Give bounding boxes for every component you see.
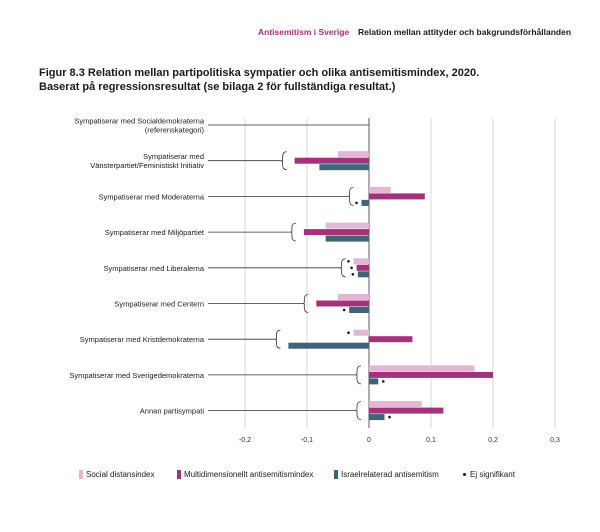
category-label: Sympatiserar med bbox=[143, 152, 204, 162]
bar-social bbox=[354, 330, 370, 336]
bar-social bbox=[369, 365, 474, 371]
legend-label-israel: Israelrelaterad antisemitism bbox=[341, 470, 439, 479]
category-label: Sympatiserar med Miljöpartiet bbox=[104, 228, 204, 238]
bar-multi bbox=[357, 265, 369, 271]
bar-israel bbox=[349, 307, 369, 313]
category-label: Sympatiserar med Centern bbox=[114, 299, 204, 309]
bar-israel bbox=[288, 343, 369, 349]
category-label: Annan partisympati bbox=[139, 406, 204, 416]
bar-israel bbox=[319, 164, 369, 170]
x-tick-label: 0,1 bbox=[426, 437, 436, 444]
chart-legend bbox=[39, 470, 579, 484]
not-significant-dot bbox=[347, 260, 350, 263]
bar-multi bbox=[316, 301, 369, 307]
x-tick-label: 0,3 bbox=[550, 437, 560, 444]
bar-multi bbox=[369, 408, 443, 414]
legend-dot-icon bbox=[463, 473, 466, 476]
category-label: (referenskategori) bbox=[144, 125, 204, 135]
bar-multi bbox=[304, 229, 369, 235]
x-tick-label: -0,1 bbox=[300, 437, 314, 444]
bar-israel bbox=[326, 236, 369, 242]
bar-multi bbox=[369, 193, 425, 199]
bar-social bbox=[338, 151, 369, 157]
bar-social bbox=[326, 223, 369, 229]
legend-label-social: Social distansindex bbox=[86, 470, 155, 479]
not-significant-dot bbox=[343, 309, 346, 312]
bar-israel bbox=[358, 271, 369, 277]
not-significant-dot bbox=[347, 331, 350, 334]
group-brace bbox=[348, 187, 354, 205]
x-tick-label: -0,2 bbox=[238, 437, 252, 444]
group-brace bbox=[355, 366, 361, 384]
chart-title: Figur 8.3 Relation mellan partipolitiska sympatier och olika antisemitismindex, 2020. bbox=[39, 67, 480, 79]
x-tick-label: 0,2 bbox=[488, 437, 498, 444]
not-significant-dot bbox=[382, 380, 385, 383]
not-significant-dot bbox=[352, 273, 355, 276]
bar-multi bbox=[369, 336, 412, 342]
category-label: Sympatiserar med Kristdemokraterna bbox=[79, 335, 204, 345]
bar-social bbox=[369, 187, 391, 193]
legend-label-multi: Multidimensionellt antisemitismindex bbox=[184, 470, 314, 479]
bar-social bbox=[338, 294, 369, 300]
header-section: Relation mellan attityder och bakgrundsförhållanden bbox=[358, 27, 572, 37]
bar-israel bbox=[369, 414, 385, 420]
not-significant-dot bbox=[355, 202, 358, 205]
category-label: Sympatiserar med Sverigedemokraterna bbox=[69, 370, 204, 380]
legend-label-not-significant: Ej signifikant bbox=[470, 470, 515, 479]
category-label: Vänsterpartiet/Feministiskt Initiativ bbox=[90, 161, 204, 171]
group-brace bbox=[340, 259, 346, 277]
legend-swatch-multi bbox=[177, 470, 181, 479]
group-brace bbox=[290, 223, 296, 241]
x-tick-label: 0 bbox=[367, 437, 371, 444]
legend-item-multi bbox=[177, 470, 313, 479]
category-label: Sympatiserar med Socialdemokraterna bbox=[74, 116, 204, 126]
group-brace bbox=[281, 152, 287, 170]
bar-social bbox=[354, 258, 370, 264]
group-brace bbox=[274, 330, 280, 348]
legend-swatch-israel bbox=[334, 470, 338, 479]
bar-israel bbox=[369, 378, 378, 384]
category-label: Sympatiserar med Liberalerna bbox=[103, 263, 204, 273]
not-significant-dot bbox=[388, 416, 391, 419]
legend-item-social bbox=[79, 470, 154, 479]
bar-multi bbox=[295, 158, 369, 164]
legend-swatch-social bbox=[79, 470, 83, 479]
group-brace bbox=[355, 402, 361, 420]
bar-social bbox=[369, 401, 422, 407]
legend-item-not-significant bbox=[463, 470, 515, 479]
not-significant-dot bbox=[350, 267, 353, 270]
bar-multi bbox=[369, 372, 493, 378]
chart-subtitle: Baserat på regressionsresultat (se bilaga 2 för fullständiga resultat.) bbox=[39, 81, 396, 93]
bar-israel bbox=[362, 200, 369, 206]
header-kicker: Antisemitism i Sverige bbox=[258, 27, 350, 37]
category-label: Sympatiserar med Moderaterna bbox=[98, 192, 204, 202]
legend-item-israel bbox=[334, 470, 439, 479]
